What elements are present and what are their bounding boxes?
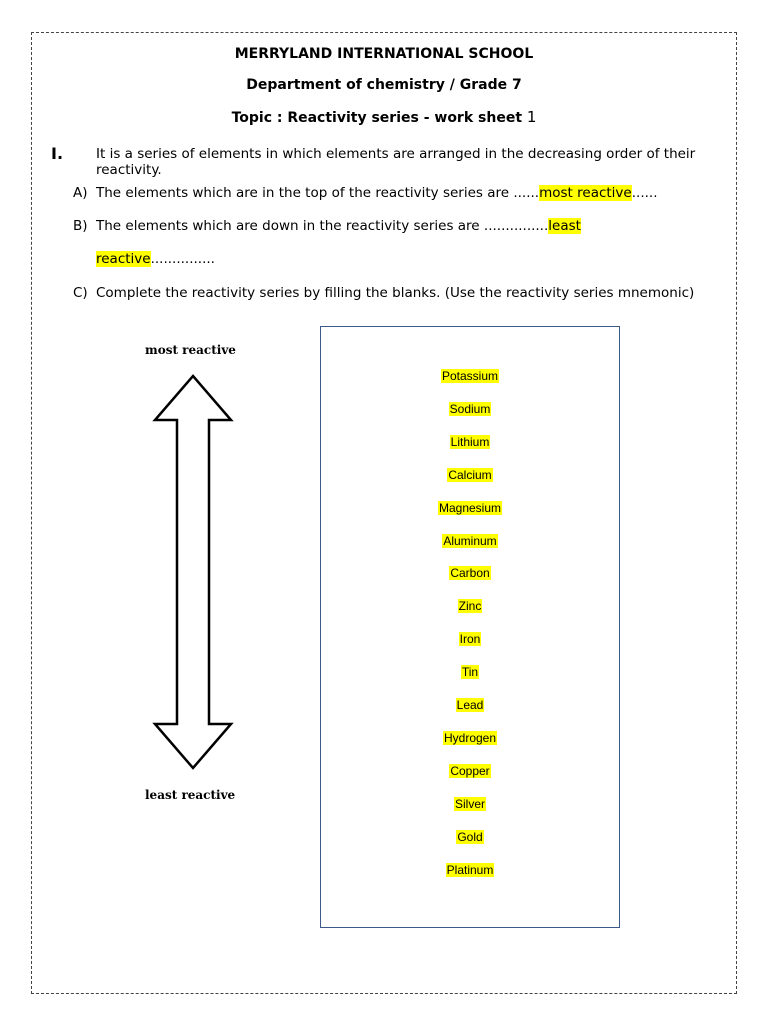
item-a-answer: most reactive <box>539 185 632 201</box>
school-name: MERRYLAND INTERNATIONAL SCHOOL <box>234 46 534 62</box>
item-b-prefix: The elements which are down in the reactivity series are ............... <box>96 218 549 234</box>
section-number: I. <box>51 144 64 163</box>
item-a-suffix: ...... <box>631 185 658 201</box>
item-c: Complete the reactivity series by filling the blanks. (Use the reactivity series mnemonic) <box>96 285 695 301</box>
element-name: Sodium <box>449 401 491 416</box>
element-name: Gold <box>457 829 483 844</box>
element-name: Iron <box>459 632 481 647</box>
element-item <box>320 435 620 449</box>
element-name: Magnesium <box>438 500 502 515</box>
element-item <box>320 468 620 482</box>
element-item <box>320 632 620 646</box>
element-name: Calcium <box>448 467 492 482</box>
item-a <box>96 185 657 201</box>
element-name: Aluminum <box>443 533 497 548</box>
element-item <box>320 534 620 548</box>
element-name: Lithium <box>450 434 490 449</box>
element-name: Hydrogen <box>443 730 497 745</box>
department-title: Department of chemistry / Grade 7 <box>246 77 522 93</box>
element-name: Silver <box>454 796 485 811</box>
element-name: Platinum <box>446 862 494 877</box>
element-item <box>320 764 620 778</box>
element-name: Lead <box>456 698 484 712</box>
element-item <box>320 797 620 811</box>
element-item <box>320 402 620 416</box>
item-c-label: C) <box>73 285 88 301</box>
element-name: Zinc <box>458 599 482 614</box>
topic-title <box>0 108 768 126</box>
element-item <box>320 731 620 745</box>
item-a-label: A) <box>73 185 88 201</box>
arrow-top-label: most reactive <box>145 343 236 357</box>
double-arrow-icon <box>150 372 240 772</box>
element-item <box>320 863 620 877</box>
arrow-bottom-label: least reactive <box>145 788 236 802</box>
item-b-answer-2: reactive <box>96 251 151 267</box>
item-a-prefix: The elements which are in the top of the reactivity series are ...... <box>96 185 540 201</box>
element-item <box>320 665 620 679</box>
element-name: Tin <box>461 665 479 680</box>
element-name: Carbon <box>450 566 490 581</box>
item-b <box>96 218 581 234</box>
element-item <box>320 566 620 580</box>
sheet-number: 1 <box>526 108 537 126</box>
element-item <box>320 698 620 712</box>
topic-text: Topic : Reactivity series - work sheet <box>231 110 523 126</box>
item-b-suffix: ............... <box>150 251 215 267</box>
element-item <box>320 369 620 383</box>
item-b-line2 <box>96 251 215 267</box>
element-name: Potassium <box>441 369 499 383</box>
section-intro: It is a series of elements in which elements are arranged in the decreasing order of their reactivity. <box>96 146 696 178</box>
element-name: Copper <box>450 763 490 778</box>
item-b-answer-1: least <box>548 218 581 234</box>
element-item <box>320 501 620 515</box>
item-b-label: B) <box>73 218 88 234</box>
element-item <box>320 830 620 844</box>
element-item <box>320 599 620 613</box>
